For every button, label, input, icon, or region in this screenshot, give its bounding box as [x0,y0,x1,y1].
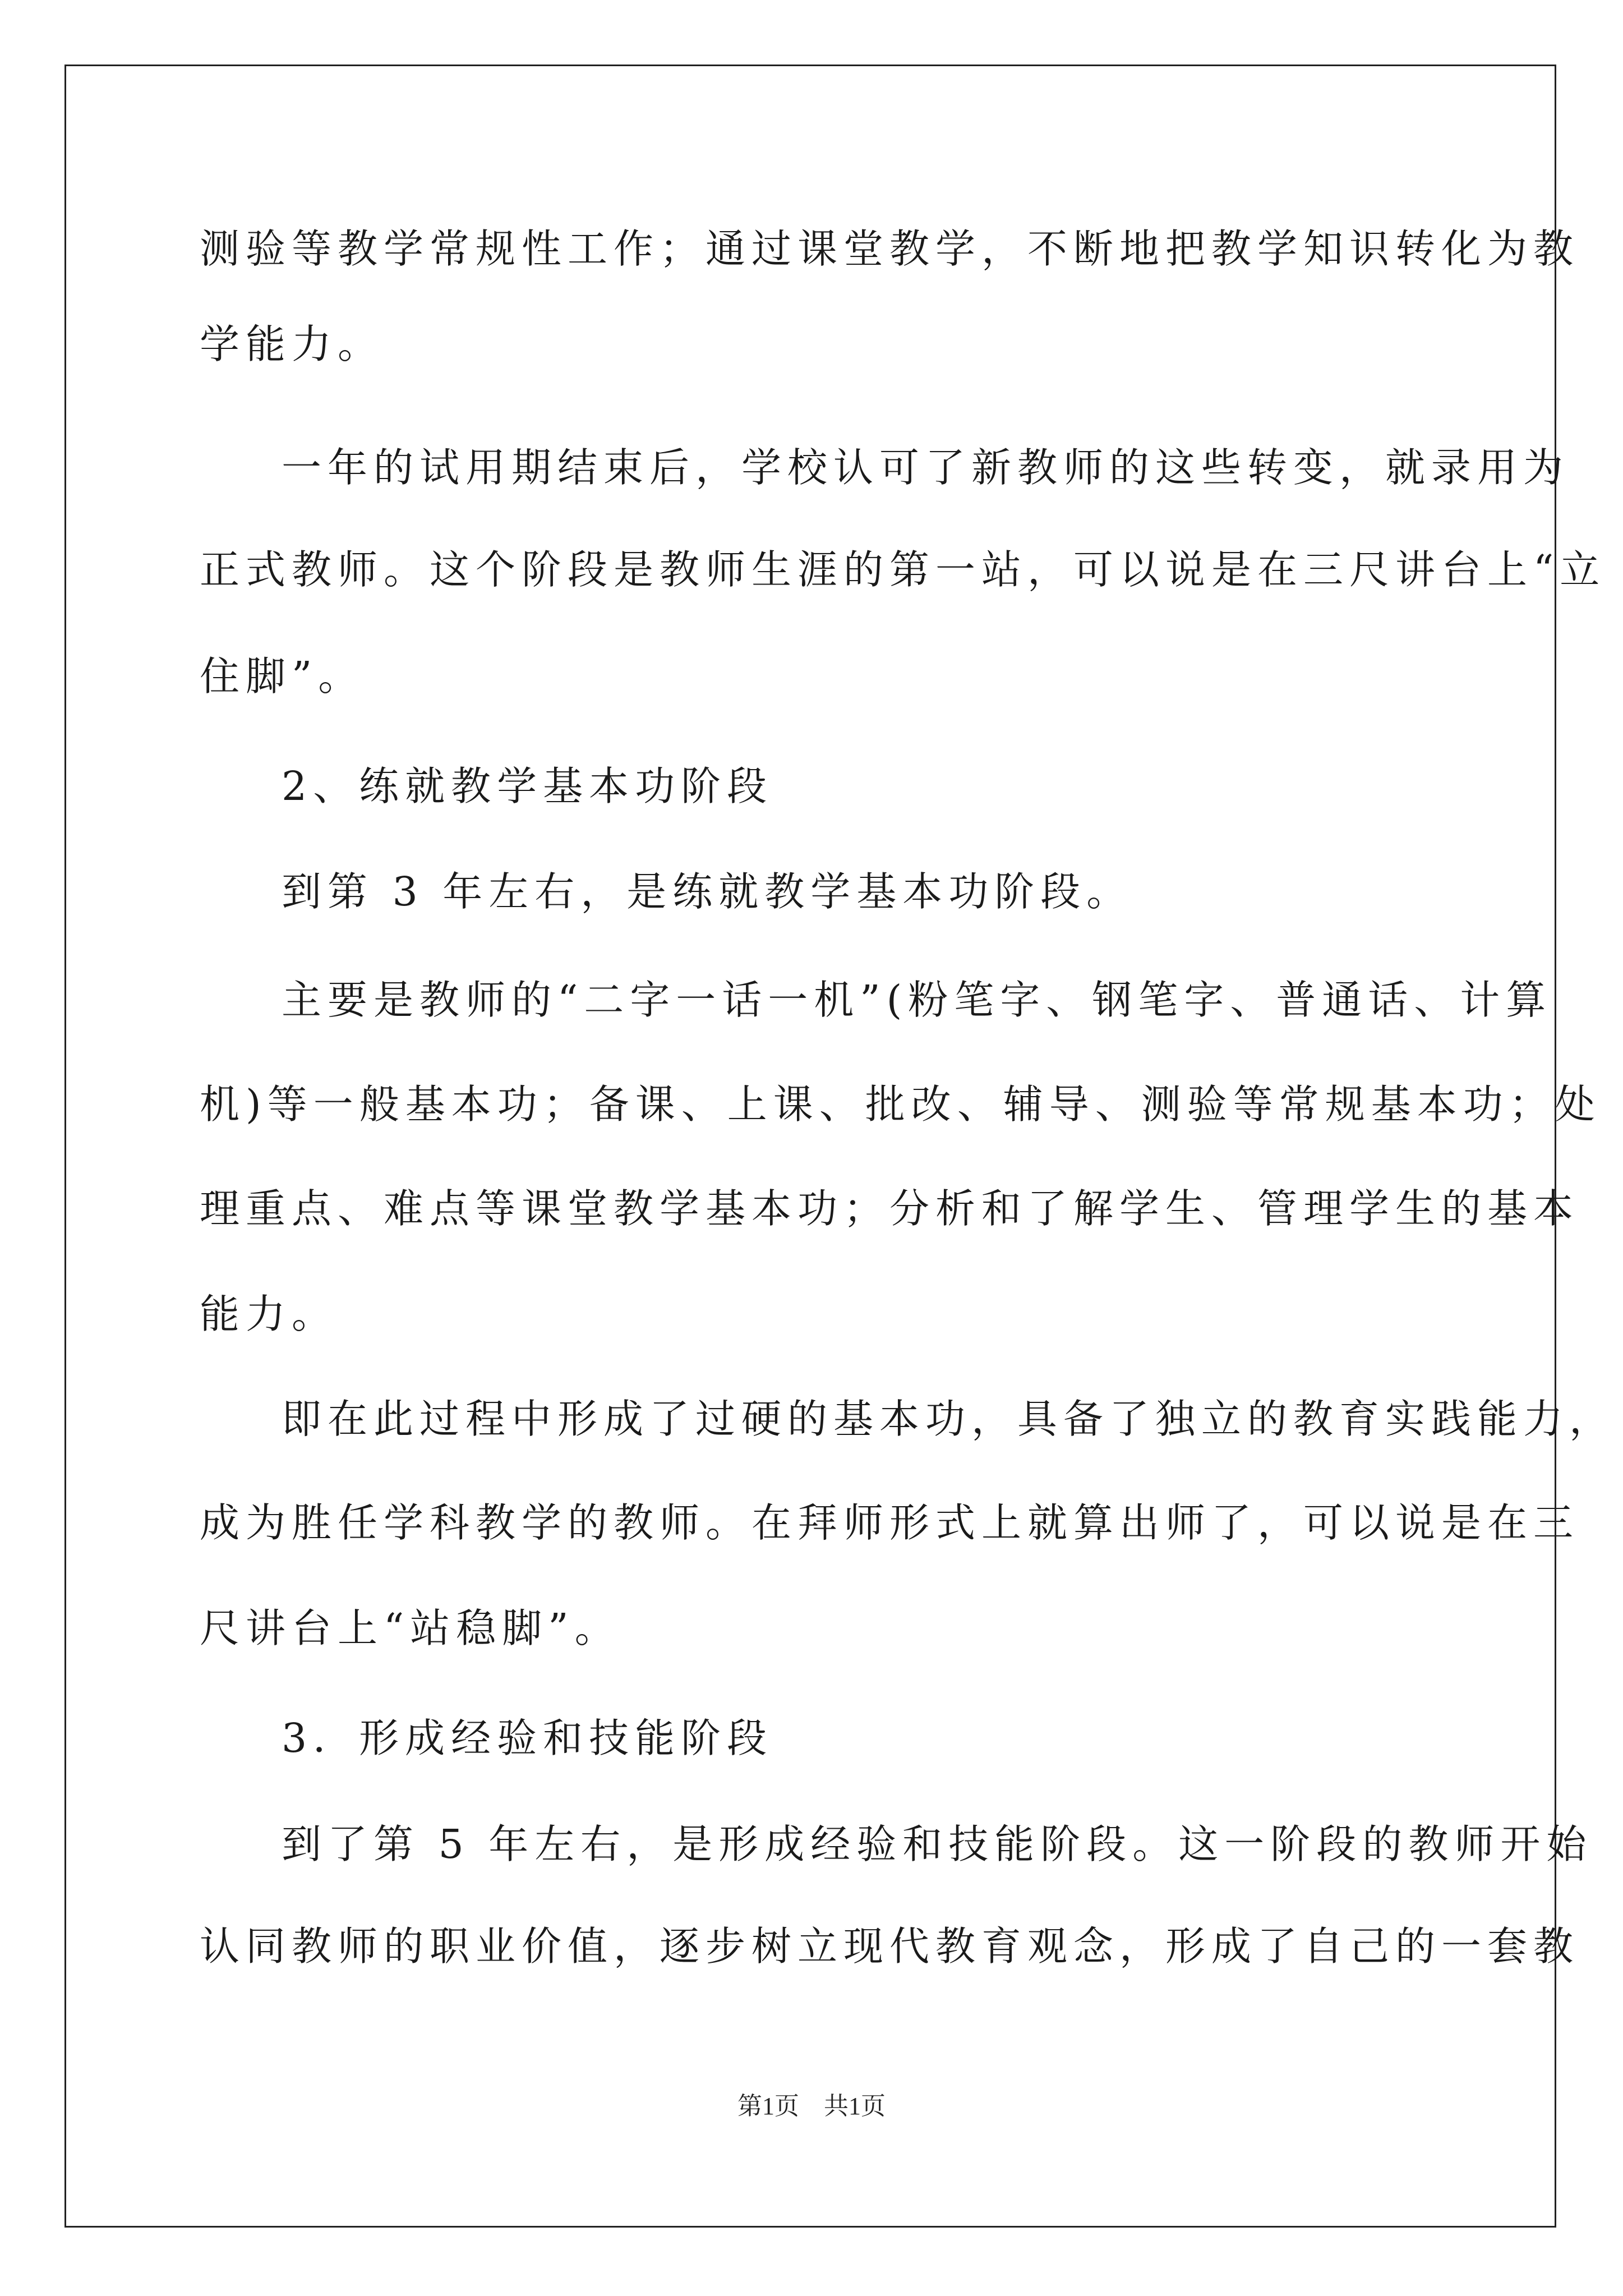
section-heading: 3．形成经验和技能阶段 [282,1715,773,1761]
body-line: 主要是教师的“二字一话一机”(粉笔字、钢笔字、普通话、计算 [282,977,1552,1023]
body-line: 机)等一般基本功；备课、上课、批改、辅导、测验等常规基本功；处 [200,1081,1601,1128]
body-line: 成为胜任学科教学的教师。在拜师形式上就算出师了，可以说是在三 [200,1499,1580,1546]
body-line: 正式教师。这个阶段是教师生涯的第一站，可以说是在三尺讲台上“立 [200,546,1606,593]
body-line: 住脚”。 [200,653,365,700]
body-line: 尺讲台上“站稳脚”。 [200,1605,621,1651]
body-line: 即在此过程中形成了过硬的基本功，具备了独立的教育实践能力， [282,1396,1616,1442]
body-line: 测验等教学常规性工作；通过课堂教学，不断地把教学知识转化为教 [200,226,1580,272]
body-line: 到第 3 年左右，是练就教学基本功阶段。 [282,868,1133,915]
body-line: 认同教师的职业价值，逐步树立现代教育观念，形成了自己的一套教 [200,1923,1580,1970]
page-border [64,65,1556,2228]
body-line: 一年的试用期结束后，学校认可了新教师的这些转变，就录用为 [282,444,1570,491]
page-footer: 第1页 共1页 [737,2092,886,2120]
section-heading: 2、练就教学基本功阶段 [282,763,773,809]
body-line: 能力。 [200,1291,338,1337]
body-line: 理重点、难点等课堂教学基本功；分析和了解学生、管理学生的基本 [200,1185,1580,1232]
body-line: 学能力。 [200,321,384,367]
body-line: 到了第 5 年左右，是形成经验和技能阶段。这一阶段的教师开始 [282,1821,1593,1867]
